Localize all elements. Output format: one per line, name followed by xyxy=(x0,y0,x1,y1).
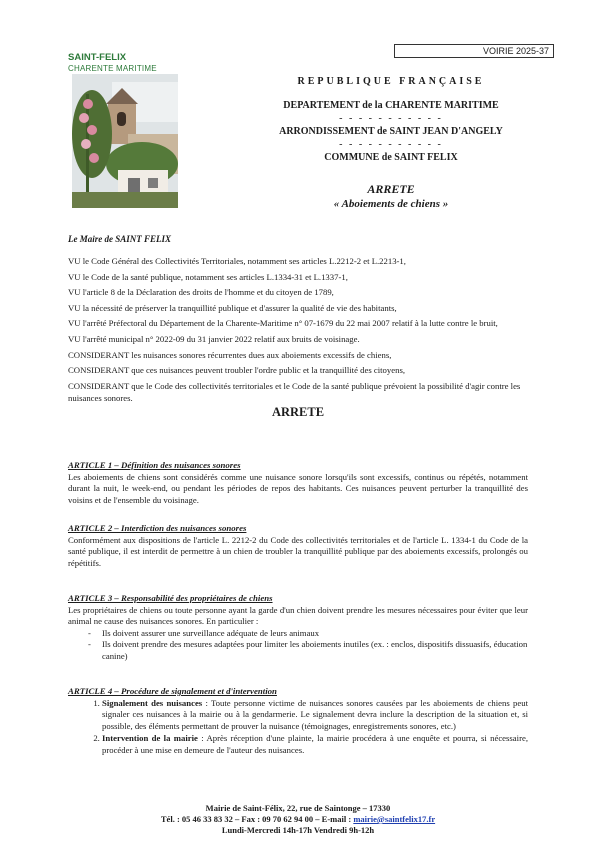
article-2-title: ARTICLE 2 – Interdiction des nuisances sonores xyxy=(68,523,247,533)
article-1-text: Les aboiements de chiens sont considérés comme une nuisance sonore lorsqu'ils sont excessifs, continus ou répétés, notamment durant la nuit, le week-end, ou pendant les périodes de repos des habitants. Ces nuisances peuvent perturber la tranquillité des voisins et de l'ensemble du voisinage. xyxy=(68,472,528,505)
visa-item: VU le Code Général des Collectivités Territoriales, notamment ses articles L.2212-2 et L.2213-1, xyxy=(68,256,406,266)
article-4-list xyxy=(68,698,528,756)
visa-item: VU la nécessité de préserver la tranquillité publique et d'assurer la qualité de vie des habitants, xyxy=(68,302,397,313)
article-1 xyxy=(68,460,528,506)
footer-address: Mairie de Saint-Félix, 22, rue de Saintonge – 17330 xyxy=(205,803,391,813)
footer-hours: Lundi-Mercredi 14h-17h Vendredi 9h-12h xyxy=(221,825,375,835)
footer-contact-text: Tél. : 05 46 33 83 32 – Fax : 09 70 62 94 00 – E-mail : xyxy=(160,814,354,824)
commune-heading: COMMUNE de SAINT FELIX xyxy=(324,152,458,163)
arrondissement-heading: ARRONDISSEMENT de SAINT JEAN D'ANGELY xyxy=(279,126,503,137)
list-item: - Ils doivent prendre des mesures adaptées pour limiter les aboiements inutiles (ex. : enclos, dispositifs dissuasifs, éducation canine) xyxy=(102,639,528,662)
visa-item: CONSIDERANT que le Code des collectivités territoriales et le Code de la santé publique prévoient la possibilité d'agir contre les nuisances sonores. xyxy=(68,380,521,403)
separator-dashes-1: - - - - - - - - - - - xyxy=(339,113,443,124)
document-title: ARRETE xyxy=(367,182,415,196)
footer-contact xyxy=(0,814,596,824)
article-3-title: ARTICLE 3 – Responsabilité des propriétaires de chiens xyxy=(68,593,273,603)
visa-item: VU l'arrêté municipal n° 2022-09 du 31 janvier 2022 relatif aux bruits de voisinage. xyxy=(68,333,360,344)
reference-box: VOIRIE 2025-37 xyxy=(394,44,554,58)
list-item xyxy=(102,698,528,732)
departement-heading: DEPARTEMENT de la CHARENTE MARITIME xyxy=(283,100,499,111)
email-link[interactable]: mairie@saintfelix17.fr xyxy=(353,814,436,824)
visa-item: VU l'arrêté Préfectoral du Département de la Charente-Maritime n° 07-1679 du 22 mai 2007 relatif à la lutte contre le bruit, xyxy=(68,318,498,329)
article-2 xyxy=(68,523,528,569)
document-subtitle: « Aboiements de chiens » xyxy=(333,198,449,210)
town-name: SAINT-FELIX xyxy=(68,52,127,63)
visas-list xyxy=(68,256,528,408)
item-text: : Après réception d'une plainte, la mairie procédera à une enquête et pourra, si nécessaire, procéder à une mise en demeure de l'auteur des nuisances. xyxy=(102,733,528,755)
maire-line: Le Maire de SAINT FELIX xyxy=(68,234,172,244)
list-item: - Ils doivent assurer une surveillance adéquate de leurs animaux xyxy=(102,628,528,639)
visa-item: VU l'article 8 de la Déclaration des droits de l'homme et du citoyen de 1789, xyxy=(68,287,334,298)
visa-item: CONSIDERANT les nuisances sonores récurrentes dues aux aboiements excessifs de chiens, xyxy=(68,349,392,360)
list-item xyxy=(102,733,528,756)
article-4 xyxy=(68,686,528,757)
item-label: Signalement des nuisances xyxy=(102,698,203,708)
region-name: CHARENTE MARITIME xyxy=(68,64,157,73)
republique-heading: REPUBLIQUE FRANÇAISE xyxy=(297,76,485,87)
article-4-title: ARTICLE 4 – Procédure de signalement et d'intervention xyxy=(68,686,277,696)
item-text: : Toute personne victime de nuisances sonores causées par les aboiements de chiens peut signaler ces nuisances à la mairie ou à la gendarmerie. Le signalement devra inclure la description de la situation et, si possible, des éléments permettant de prouver la nuisance (témoignages, enregistrements sonores, etc.) xyxy=(102,698,528,731)
item-label: Intervention de la mairie xyxy=(102,733,198,744)
village-photo xyxy=(72,74,178,208)
article-3 xyxy=(68,593,528,662)
visa-item: CONSIDERANT que ces nuisances peuvent troubler l'ordre public et la tranquillité des citoyens, xyxy=(68,365,405,376)
article-2-text: Conformément aux dispositions de l'article L. 2212-2 du Code des collectivités territoriales et de l'article L. 1334-1 du Code de la santé publique, il est interdit de permettre à un chien de troubler la tranquillité publique par des aboiements excessifs, prolongés ou répétitifs. xyxy=(68,535,528,568)
article-3-text: Les propriétaires de chiens ou toute personne ayant la garde d'un chien doivent prendre les mesures nécessaires pour éviter que leur animal ne cause des nuisances sonores. En particulier : xyxy=(68,605,528,627)
article-3-list xyxy=(68,628,528,662)
visa-item: VU le Code de la santé publique, notamment ses articles L.1334-31 et L.1337-1, xyxy=(68,271,348,282)
article-1-title: ARTICLE 1 – Définition des nuisances sonores xyxy=(68,460,241,470)
separator-dashes-2: - - - - - - - - - - - xyxy=(339,139,443,150)
arrete-heading: ARRETE xyxy=(271,405,325,419)
